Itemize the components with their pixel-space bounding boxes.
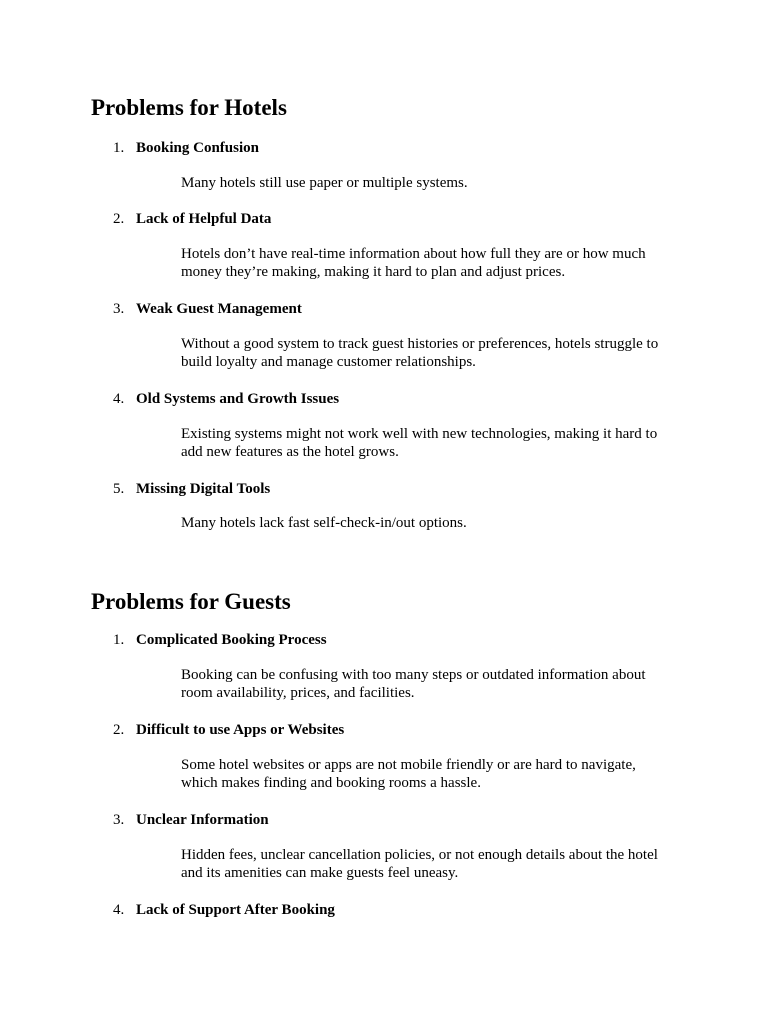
list-item (91, 299, 691, 370)
section-hotels (91, 94, 691, 531)
item-title: Lack of Support After Booking (136, 902, 335, 918)
list-item (91, 138, 691, 191)
item-number: 4. (113, 391, 125, 407)
section-title: Problems for Hotels (91, 95, 287, 120)
item-title: Missing Digital Tools (136, 481, 271, 497)
item-heading (91, 479, 691, 499)
list-item (91, 810, 691, 881)
list-item (91, 389, 691, 460)
list-item (91, 720, 691, 791)
item-description: Some hotel websites or apps are not mobile friendly or are hard to navigate, which makes finding and booking rooms a hassle. (181, 757, 636, 791)
item-description: Existing systems might not work well with new technologies, making it hard to add new features as the hotel grows. (181, 426, 658, 460)
item-description: Hidden fees, unclear cancellation policies, or not enough details about the hotel and its amenities can make guests feel uneasy. (181, 847, 658, 881)
item-description: Many hotels still use paper or multiple systems. (181, 175, 468, 191)
item-heading (91, 810, 691, 830)
item-description: Many hotels lack fast self-check-in/out options. (181, 515, 467, 531)
item-number: 1. (113, 632, 125, 648)
item-heading (91, 138, 691, 158)
item-title: Old Systems and Growth Issues (136, 391, 340, 407)
section-title: Problems for Guests (91, 589, 291, 614)
item-number: 2. (113, 722, 125, 738)
item-title: Unclear Information (136, 812, 269, 828)
item-heading (91, 209, 691, 229)
item-title: Difficult to use Apps or Websites (136, 722, 345, 738)
list-item (91, 209, 691, 280)
item-number: 5. (113, 481, 125, 497)
item-description: Hotels don’t have real-time information about how full they are or how much money they’re making, making it hard to plan and adjust prices. (181, 246, 646, 280)
list-item (91, 479, 691, 531)
item-number: 2. (113, 211, 125, 227)
section-guests (91, 588, 691, 918)
item-heading (91, 630, 691, 650)
item-heading (91, 900, 691, 920)
item-number: 3. (113, 301, 125, 317)
list-item (91, 630, 691, 701)
item-number: 3. (113, 812, 125, 828)
item-title: Complicated Booking Process (136, 632, 327, 648)
item-heading (91, 389, 691, 409)
item-number: 1. (113, 140, 125, 156)
item-title: Weak Guest Management (136, 301, 302, 317)
list-item (91, 900, 691, 920)
item-description: Without a good system to track guest histories or preferences, hotels struggle to build loyalty and manage customer relationships. (181, 336, 659, 370)
item-title: Lack of Helpful Data (136, 211, 272, 227)
item-description: Booking can be confusing with too many steps or outdated information about room availability, prices, and facilities. (181, 667, 646, 701)
item-number: 4. (113, 902, 125, 918)
item-heading (91, 299, 691, 319)
item-heading (91, 720, 691, 740)
item-title: Booking Confusion (136, 140, 259, 156)
